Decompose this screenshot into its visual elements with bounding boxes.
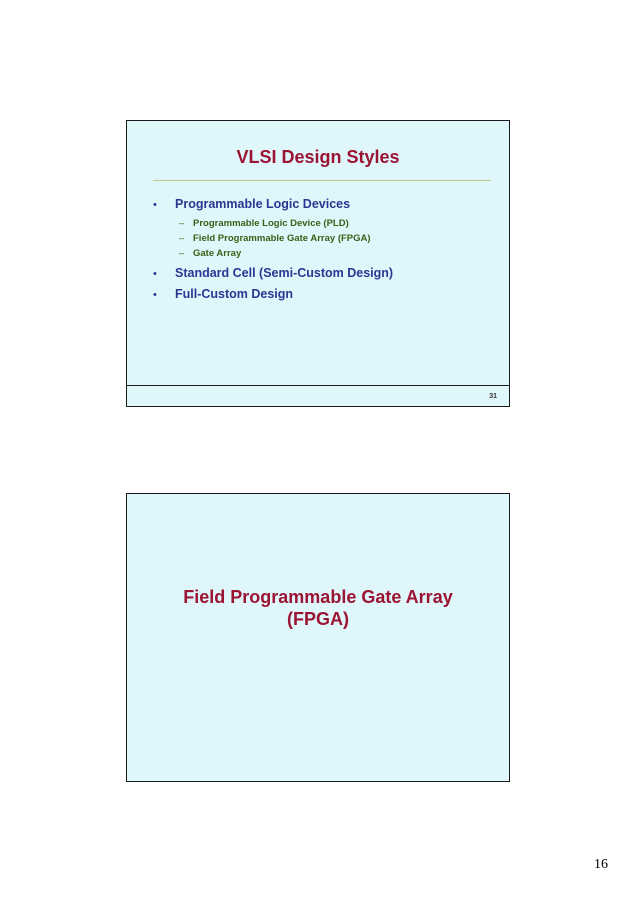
bullet-dot-icon: • [153,289,157,301]
bullet-text: Programmable Logic Devices [175,197,351,211]
sub-bullet-item [153,216,493,231]
sub-bullet-list [153,216,493,261]
bullet-text: Standard Cell (Semi-Custom Design) [175,266,394,280]
dash-icon: – [179,218,185,229]
slide-number: 31 [489,393,497,400]
sub-bullet-text: Field Programmable Gate Array (FPGA) [193,233,371,244]
bullet-dot-icon: • [153,268,157,280]
title-line: Field Programmable Gate Array [183,587,453,607]
dash-icon: – [179,233,185,244]
title-line: (FPGA) [287,609,349,629]
sub-bullet-item [153,231,493,246]
slide-31 [126,120,510,407]
footer-divider [127,385,509,386]
bullet-item [153,265,493,282]
bullet-item [153,286,493,303]
bullet-dot-icon: • [153,199,157,211]
sub-bullet-item [153,246,493,261]
bullet-text: Full-Custom Design [175,287,294,301]
slide-title [127,586,509,630]
bullet-item [153,196,493,213]
page-number: 16 [594,857,608,872]
sub-bullet-text: Programmable Logic Device (PLD) [193,218,349,229]
dash-icon: – [179,248,185,259]
slide-title: VLSI Design Styles [236,147,400,167]
bullet-list [153,196,493,303]
sub-bullet-text: Gate Array [193,248,242,259]
slide-fpga-title [126,493,510,782]
title-divider [153,180,491,181]
